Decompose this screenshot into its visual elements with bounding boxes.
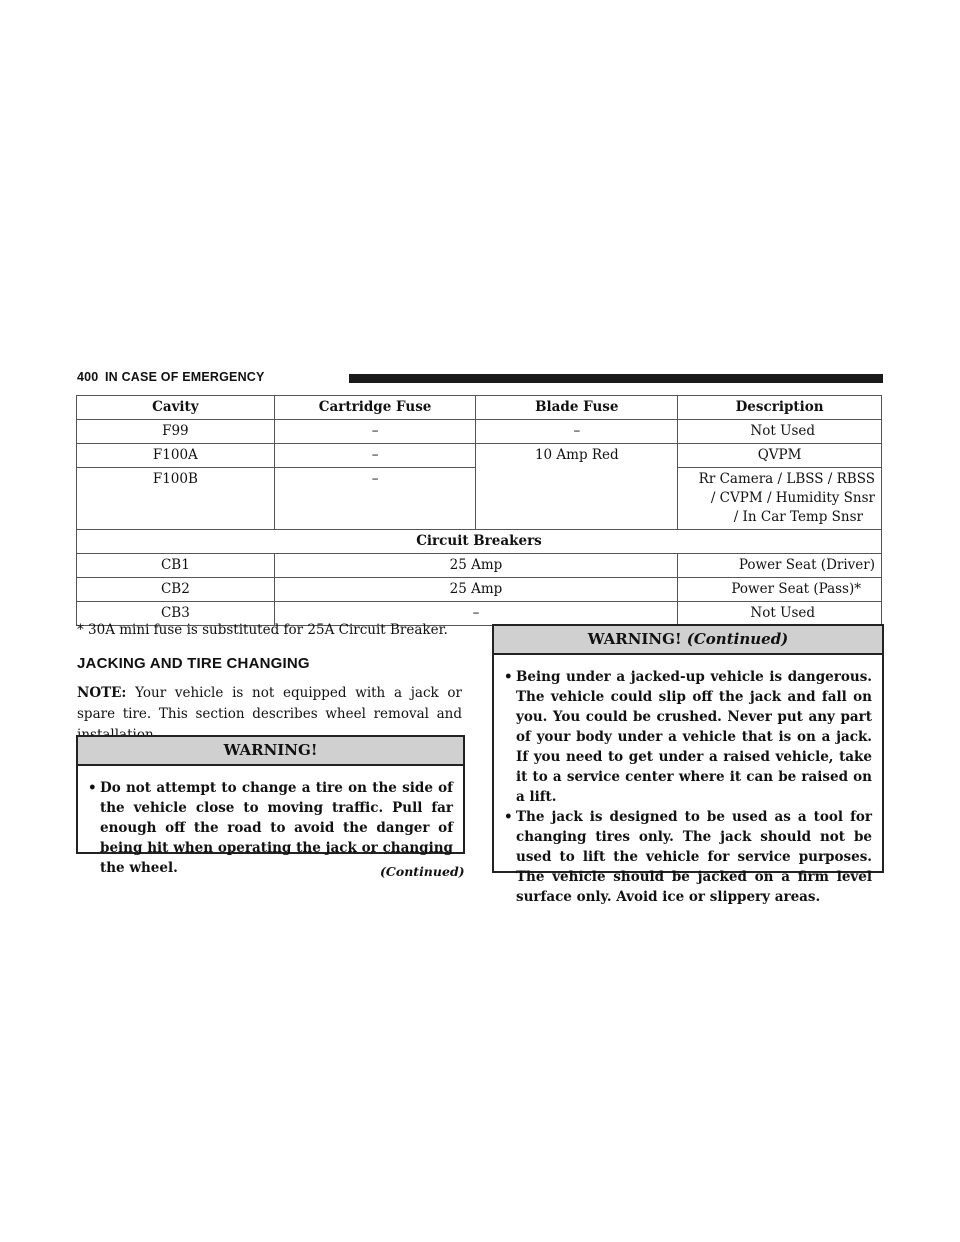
note-label: NOTE:	[77, 685, 127, 701]
cavity-cell: F100B	[77, 468, 275, 530]
blade-cell: –	[476, 420, 678, 444]
section-title: JACKING AND TIRE CHANGING	[77, 655, 310, 672]
blade-cell: 10 Amp Red	[476, 444, 678, 530]
cartridge-cell: –	[274, 444, 476, 468]
warning-item	[504, 667, 872, 807]
warning-item-text: Being under a jacked-up vehicle is dangerous. The vehicle could slip off the jack and fall on you. You could be crushed. Never put any part of your body under a vehicle that is on a jack. If you need to get under a raised vehicle, take it to a service center where it can be raised on a lift.	[516, 669, 872, 805]
table-row	[77, 420, 882, 444]
table-row	[77, 554, 882, 578]
table-header-row	[77, 396, 882, 420]
description-cell: Power Seat (Pass)*	[678, 578, 882, 602]
cartridge-cell: –	[274, 468, 476, 530]
page-header	[77, 369, 883, 387]
warning-item-text: The jack is designed to be used as a tool for changing tires only. The jack should not be used to lift the vehicle for service purposes. The vehicle should be jacked on a firm level surface only. Avoid ice or slippery areas.	[516, 809, 872, 905]
cavity-cell: F99	[77, 420, 275, 444]
warning-item	[88, 778, 453, 878]
section-header: IN CASE OF EMERGENCY	[105, 370, 265, 384]
col-header-cavity: Cavity	[77, 396, 275, 420]
cavity-cell: CB2	[77, 578, 275, 602]
value-cell: –	[274, 602, 677, 626]
col-header-description: Description	[678, 396, 882, 420]
warning-box-continued	[492, 624, 884, 905]
description-line: / In Car Temp Snsr	[733, 509, 863, 525]
cartridge-cell: –	[274, 420, 476, 444]
warning-list	[494, 655, 882, 917]
description-line: / CVPM / Humidity Snsr	[710, 490, 875, 506]
table-row	[77, 444, 882, 468]
table-row	[77, 578, 882, 602]
warning-item	[504, 807, 872, 907]
table-footnote: * 30A mini fuse is substituted for 25A Circuit Breaker.	[77, 622, 448, 638]
warning-title	[494, 626, 882, 655]
cavity-cell: F100A	[77, 444, 275, 468]
header-rule	[349, 374, 883, 383]
bullet-icon: •	[88, 780, 97, 796]
description-cell: QVPM	[678, 444, 882, 468]
breakers-title-row	[77, 530, 882, 554]
note-text: Your vehicle is not equipped with a jack or spare tire. This section describes wheel removal and	[77, 685, 462, 722]
bullet-icon: •	[504, 669, 513, 685]
description-cell: Not Used	[678, 420, 882, 444]
warning-title-text: WARNING!	[587, 630, 682, 648]
page-number: 400	[77, 370, 99, 384]
bullet-icon: •	[504, 809, 513, 825]
warning-title: WARNING!	[78, 737, 463, 766]
fuse-table	[76, 395, 882, 626]
col-header-cartridge: Cartridge Fuse	[274, 396, 476, 420]
cavity-cell: CB1	[77, 554, 275, 578]
description-line: Rr Camera / LBSS / RBSS	[698, 471, 875, 487]
col-header-blade: Blade Fuse	[476, 396, 678, 420]
circuit-breakers-title: Circuit Breakers	[77, 530, 882, 554]
warning-item-text: Do not attempt to change a tire on the side of the vehicle close to moving traffic. Pull far enough off the road to avoid the danger of being hit when operating the jack or changing the wheel.	[100, 780, 453, 876]
description-cell: Not Used	[678, 602, 882, 626]
value-cell: 25 Amp	[274, 578, 677, 602]
description-cell: Power Seat (Driver)	[678, 554, 882, 578]
description-cell	[678, 468, 882, 530]
continued-label: (Continued)	[380, 864, 465, 879]
value-cell: 25 Amp	[274, 554, 677, 578]
warning-title-suffix: (Continued)	[686, 630, 789, 648]
cavity-cell: CB3	[77, 602, 275, 626]
